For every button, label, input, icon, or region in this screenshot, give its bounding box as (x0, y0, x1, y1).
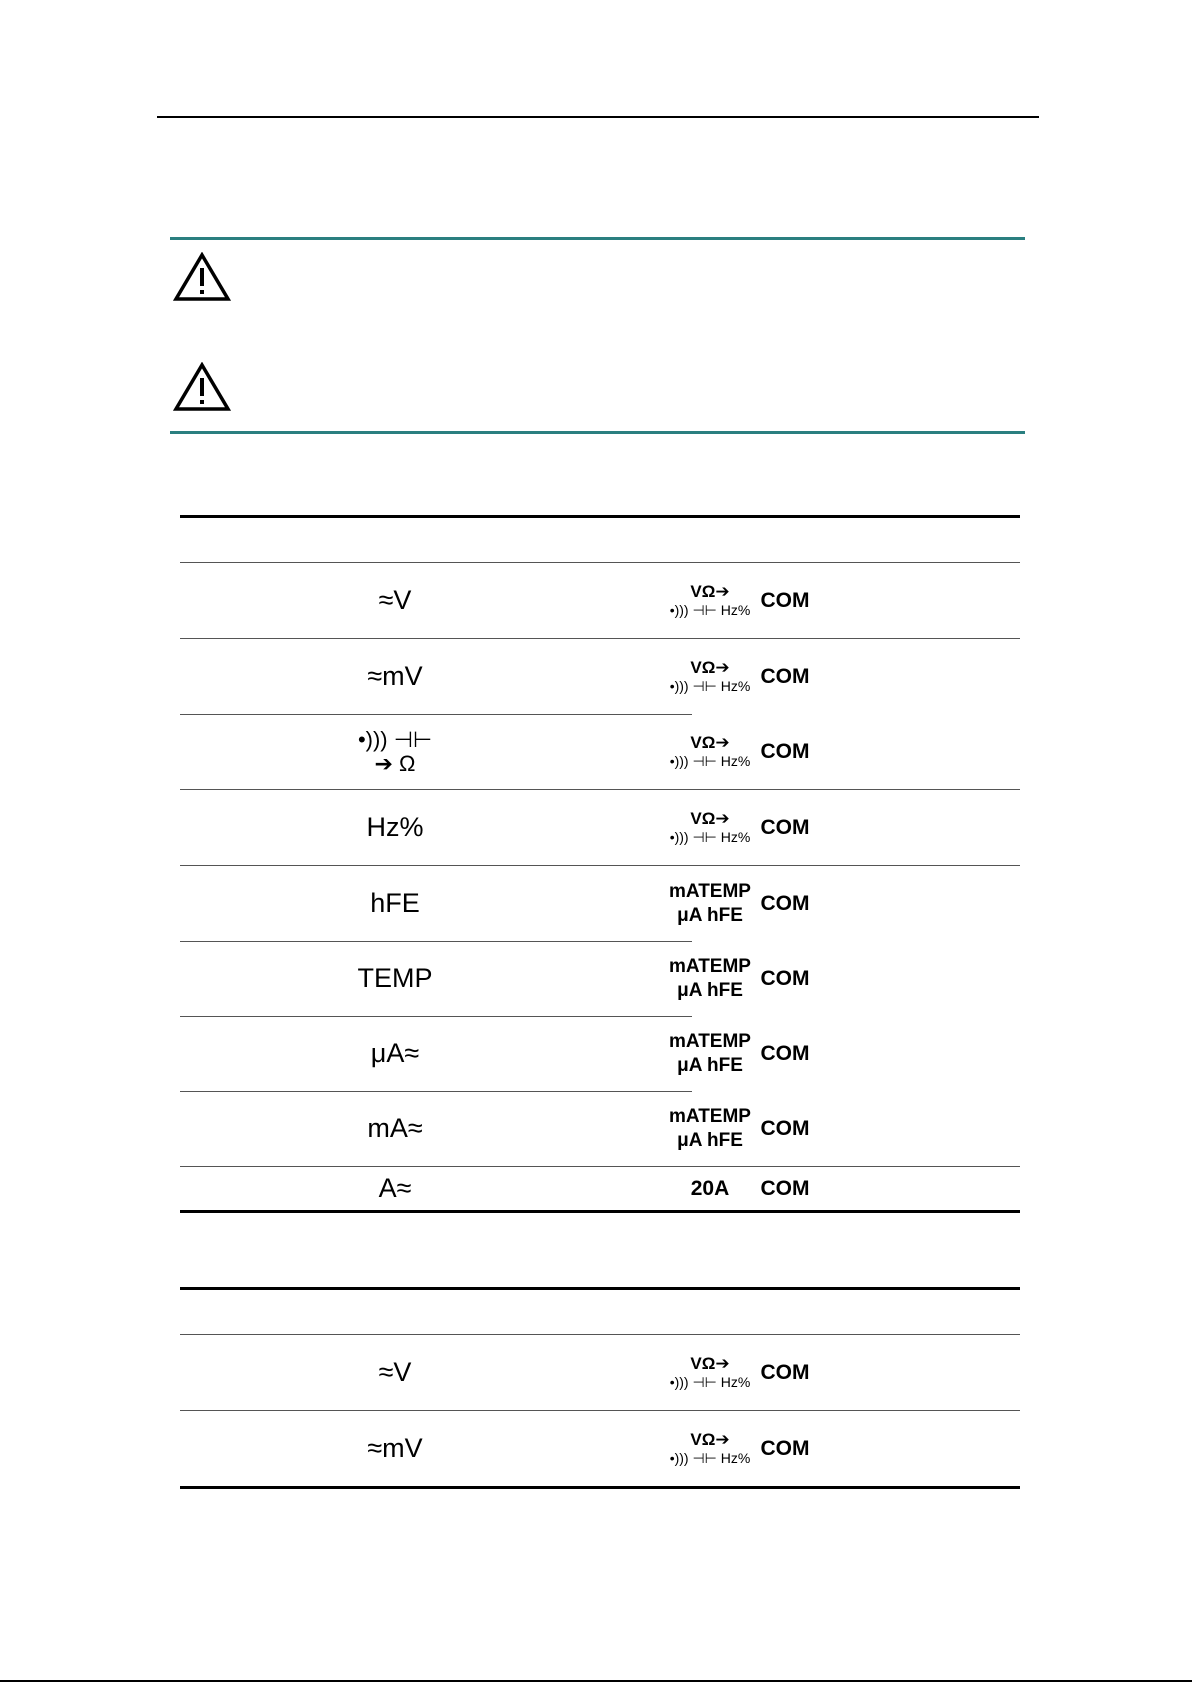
table-row (180, 639, 1020, 714)
function-cell: A≈ (378, 1173, 412, 1203)
com-cell: COM (760, 588, 810, 612)
com-cell: COM (760, 891, 810, 915)
function-cell: Hz% (366, 812, 424, 842)
terminal-cell: mATEMP μA hFE (669, 955, 751, 1001)
com-cell: COM (760, 966, 810, 990)
terminal-cell: mATEMP μA hFE (669, 1105, 751, 1151)
terminal-table-2 (180, 1287, 1020, 1489)
table-row (180, 1091, 1020, 1167)
function-cell: •))) ⊣⊢ ➔ Ω (357, 726, 433, 776)
function-cell: ≈mV (367, 661, 423, 691)
com-cell: COM (760, 1116, 810, 1140)
table-header-row (180, 1290, 1020, 1335)
com-cell: COM (760, 1041, 810, 1065)
com-cell: COM (760, 1360, 810, 1384)
terminal-cell: VΩ➔ •))) ⊣⊢ Hz% (669, 732, 751, 769)
com-cell: COM (760, 1436, 810, 1460)
function-cell: μA≈ (370, 1038, 420, 1068)
terminal-cell: mATEMP μA hFE (669, 880, 751, 926)
warning-triangle-icon (173, 362, 231, 412)
com-cell: COM (760, 815, 810, 839)
table-row (180, 1016, 1020, 1091)
table-row (180, 1167, 1020, 1210)
terminal-cell: VΩ➔ •))) ⊣⊢ Hz% (669, 581, 751, 618)
terminal-cell: mATEMP μA hFE (669, 1030, 751, 1076)
function-cell: mA≈ (367, 1113, 423, 1143)
function-cell: ≈V (378, 1357, 412, 1387)
function-cell: ≈mV (367, 1433, 423, 1463)
terminal-cell: 20A (690, 1176, 730, 1200)
table-row (180, 714, 1020, 790)
warning-triangle-icon (173, 252, 231, 302)
com-cell: COM (760, 739, 810, 763)
header-rule (157, 116, 1039, 118)
table-row (180, 866, 1020, 941)
terminal-cell: VΩ➔ •))) ⊣⊢ Hz% (669, 657, 751, 694)
table-header-row (180, 518, 1020, 563)
com-cell: COM (760, 1176, 810, 1200)
function-cell: TEMP (357, 963, 433, 993)
terminal-cell: VΩ➔ •))) ⊣⊢ Hz% (669, 808, 751, 845)
function-cell: hFE (370, 888, 420, 918)
table-row (180, 941, 1020, 1016)
table-row (180, 1411, 1020, 1486)
table-row (180, 790, 1020, 866)
footer-rule (0, 1680, 1192, 1682)
function-cell: ≈V (378, 585, 412, 615)
terminal-table-1 (180, 515, 1020, 1213)
com-cell: COM (760, 664, 810, 688)
terminal-cell: VΩ➔ •))) ⊣⊢ Hz% (669, 1429, 751, 1466)
terminal-cell: VΩ➔ •))) ⊣⊢ Hz% (669, 1353, 751, 1390)
table-row (180, 1335, 1020, 1411)
warning-box (170, 237, 1025, 434)
table-row (180, 563, 1020, 639)
